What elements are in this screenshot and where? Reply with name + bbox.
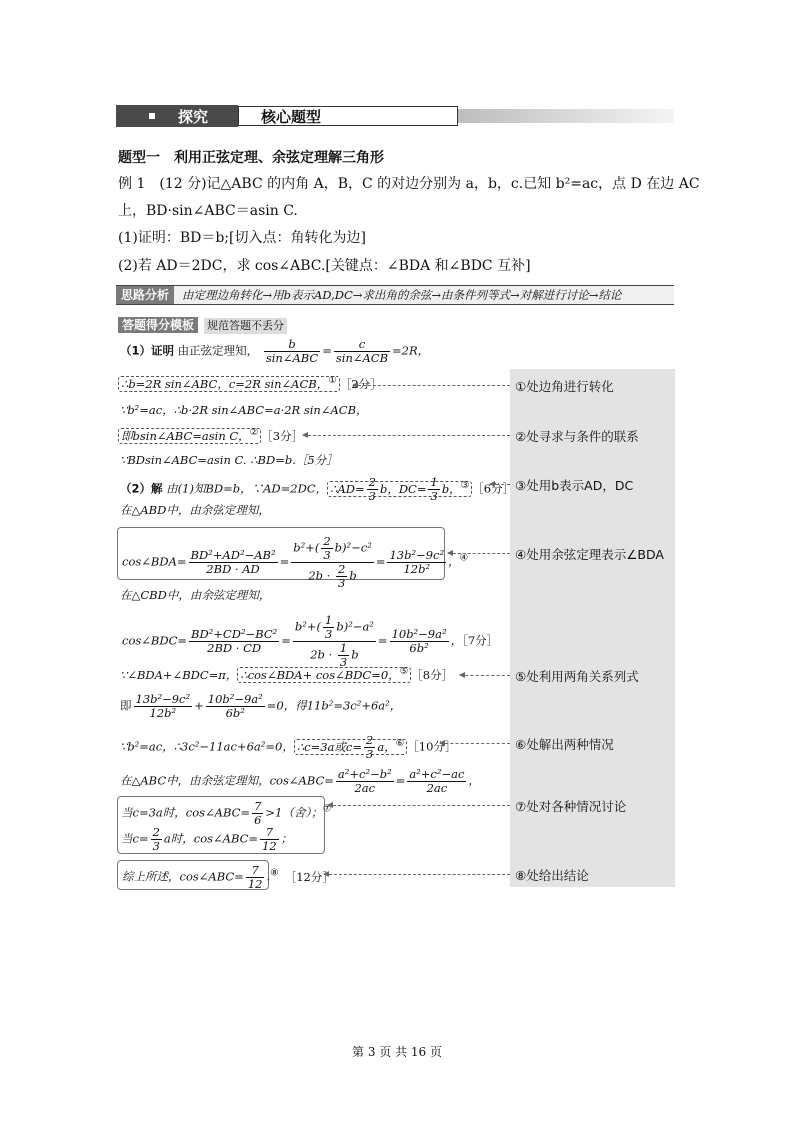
arrow-1 xyxy=(353,385,510,386)
score-7: ［7分］ xyxy=(462,633,499,648)
solution-line-7: 在△ABD中，由余弦定理知， xyxy=(120,503,270,517)
arrow-2 xyxy=(303,435,510,436)
note-8: ⑧处给出结论 xyxy=(515,868,589,883)
proof-label: （1）证明 xyxy=(120,343,175,358)
solve-text: 由(1)知BD=b，∵AD=2DC， xyxy=(166,481,328,496)
case1-text: 当c=3a时，cos∠ABC= xyxy=(121,805,251,820)
solution-line-4 xyxy=(118,427,303,444)
solution-line-10: cos∠BDC= $\frac{\text{BD²+CD²−BC²}}{2BD \cdot CD}$ = b²+( $\frac{1}{3}$ b)²−a² 2b · $\frac{1}{3}$ b = $\frac{\text{10b²−9a²}}{\text{6b²}}$ ，［7分］ xyxy=(122,613,499,669)
solution-line-16: 当c= $\frac{2}{3}$ a时，cos∠ABC= $\frac{7}{12}$ ； xyxy=(121,825,293,853)
proof-intro: 由正弦定理知， xyxy=(177,343,259,358)
quadratic-text: ∵b²=ac，∴3c²−11ac+6a²=0， xyxy=(120,739,294,754)
note-6: ⑥处解出两种情况 xyxy=(515,737,614,752)
example-question-1: (1)证明：BD＝b;[切入点：角转化为边] xyxy=(118,230,366,246)
solution-line-3: ∵b²=ac，∴b·2R sin∠ABC=a·2R sin∠ACB， xyxy=(120,403,368,417)
note-4: ④处用余弦定理表示∠BDA xyxy=(515,547,664,562)
solution-line-13 xyxy=(120,734,456,761)
example-line-2: 上，BD·sin∠ABC＝asin C. xyxy=(118,203,298,219)
solution-line-8: cos∠BDA= $\frac{\text{BD²+AD²−AB²}}{2BD \cdot AD}$ = b²+( $\frac{2}{3}$ b)²−c² 2b · $\frac{2}{3}$ b = $\frac{\text{13b²−9c²}}{\text{12b²}}$ ，④ xyxy=(122,534,469,590)
arrow-5 xyxy=(460,675,510,676)
banner-gradient xyxy=(458,109,674,123)
step2-text: 即bsin∠ABC=asin C， xyxy=(121,428,250,443)
solve-label: （2）解 xyxy=(120,481,163,496)
step6-box: ∴c=3a或c= $\frac{2}{3}$ a，⑥ xyxy=(294,739,407,755)
arrow-7 xyxy=(328,805,510,806)
banner-dark-block xyxy=(116,105,238,127)
score-6: ［6分］ xyxy=(472,481,515,496)
step5-text: ∴cos∠BDA+ cos∠BDC=0， xyxy=(240,667,400,682)
example-question-2: (2)若 AD＝2DC，求 cos∠ABC.[关键点：∠BDA 和∠BDC 互补] xyxy=(118,258,531,274)
cos-abc-intro: 在△ABC中，由余弦定理知，cos∠ABC= xyxy=(120,773,334,788)
banner-square-icon xyxy=(149,113,155,119)
banner-title-explore: 探究 xyxy=(178,108,209,126)
step2-box: 即bsin∠ABC=asin C，② xyxy=(118,428,261,444)
case2-text-a: 当c= xyxy=(121,831,149,846)
score-2: ［2分］ xyxy=(339,376,382,391)
score-12: ［12分］ xyxy=(284,869,334,884)
banner-title-core: 核心题型 xyxy=(261,108,322,126)
section-banner xyxy=(116,105,674,127)
solution-line-11 xyxy=(120,666,453,683)
step1-box: ∴b=2R sin∠ABC，c=2R sin∠ACB，① xyxy=(118,376,340,392)
arrow-4 xyxy=(448,553,510,554)
score-3: ［3分］ xyxy=(261,428,304,443)
conclusion-text: 综上所述，cos∠ABC= xyxy=(122,869,244,884)
note-3: ③处用b表示AD，DC xyxy=(515,478,634,493)
ji-text: 即 xyxy=(120,698,132,713)
answer-template-header xyxy=(118,314,287,330)
arrow-6 xyxy=(440,743,510,744)
note-1: ①处边角进行转化 xyxy=(515,379,614,394)
analysis-tag: 思路分析 xyxy=(116,286,174,304)
template-tag: 答题得分模板 xyxy=(118,317,198,333)
step1-text: ∴b=2R sin∠ABC，c=2R sin∠ACB， xyxy=(121,376,329,391)
step3-box: ∴AD= $\frac{2}{3}$ b，DC= $\frac{1}{3}$ b，③ xyxy=(327,481,472,497)
solution-line-15: 当c=3a时，cos∠ABC= $\frac{7}{6}$ >1（舍）；⑦ xyxy=(121,799,332,827)
solution-line-17: 综上所述，cos∠ABC= $\frac{7}{12}$ .⑧ ［12分］ xyxy=(122,863,334,891)
note-2: ②处寻求与条件的联系 xyxy=(515,429,639,444)
solution-line-12: 即 $\frac{\text{13b²−9c²}}{\text{12b²}}$ + $\frac{\text{10b²−9a²}}{\text{6b²}}$ =0，得11b²=3c²+6a²， xyxy=(120,692,402,720)
equation-result: =0，得11b²=3c²+6a²， xyxy=(266,698,402,713)
note-5: ⑤处利用两角关系列式 xyxy=(515,669,639,684)
question-type-heading: 题型一 利用正弦定理、余弦定理解三角形 xyxy=(118,150,384,166)
score-10: ［10分］ xyxy=(407,739,457,754)
solution-line-6 xyxy=(120,476,514,503)
score-8: ［8分］ xyxy=(411,667,454,682)
case2-text-b: a时，cos∠ABC= xyxy=(163,831,259,846)
solution-line-2 xyxy=(118,375,382,392)
solution-line-14: 在△ABC中，由余弦定理知，cos∠ABC= $\frac{\text{a²+c²−b²}}{2ac}$ = $\frac{\text{a²+c²−ac}}{2ac}$ ， xyxy=(120,767,480,795)
case1-tail: >1（舍）； xyxy=(265,805,323,820)
arrow-3 xyxy=(490,484,510,485)
example-line-1: 例 1 (12 分)记△ABC 的内角 A，B，C 的对边分别为 a，b，c.已知 b²=ac，点 D 在边 AC xyxy=(118,176,700,192)
solution-line-9: 在△CBD中，由余弦定理知， xyxy=(120,588,271,602)
page-footer: 第 3 页 共 16 页 xyxy=(352,1045,442,1059)
step5-box: ∴cos∠BDA+ cos∠BDC=0，⑤ xyxy=(237,667,411,683)
template-subtag: 规范答题不丢分 xyxy=(204,318,287,334)
cos-bda-label: cos∠BDA= xyxy=(122,554,187,569)
angle-sum-text: ∵∠BDA+∠BDC=π， xyxy=(120,667,238,682)
analysis-bar xyxy=(116,285,674,305)
cos-bdc-label: cos∠BDC= xyxy=(122,633,188,648)
solution-line-5: ∵BDsin∠ABC=asin C. ∴BD=b.［5分］ xyxy=(120,453,338,467)
solution-line-1: （1）证明 由正弦定理知， $\frac{b}{\text{sin∠ABC}}$ = $\frac{c}{\text{sin∠ACB}}$ =2R， xyxy=(120,337,430,365)
analysis-text: 由定理边角转化→用b表示AD,DC→求出角的余弦→由条件列等式→对解进行讨论→结论 xyxy=(182,288,622,302)
arrow-8 xyxy=(324,874,510,875)
note-7: ⑦处对各种情况讨论 xyxy=(515,799,627,814)
